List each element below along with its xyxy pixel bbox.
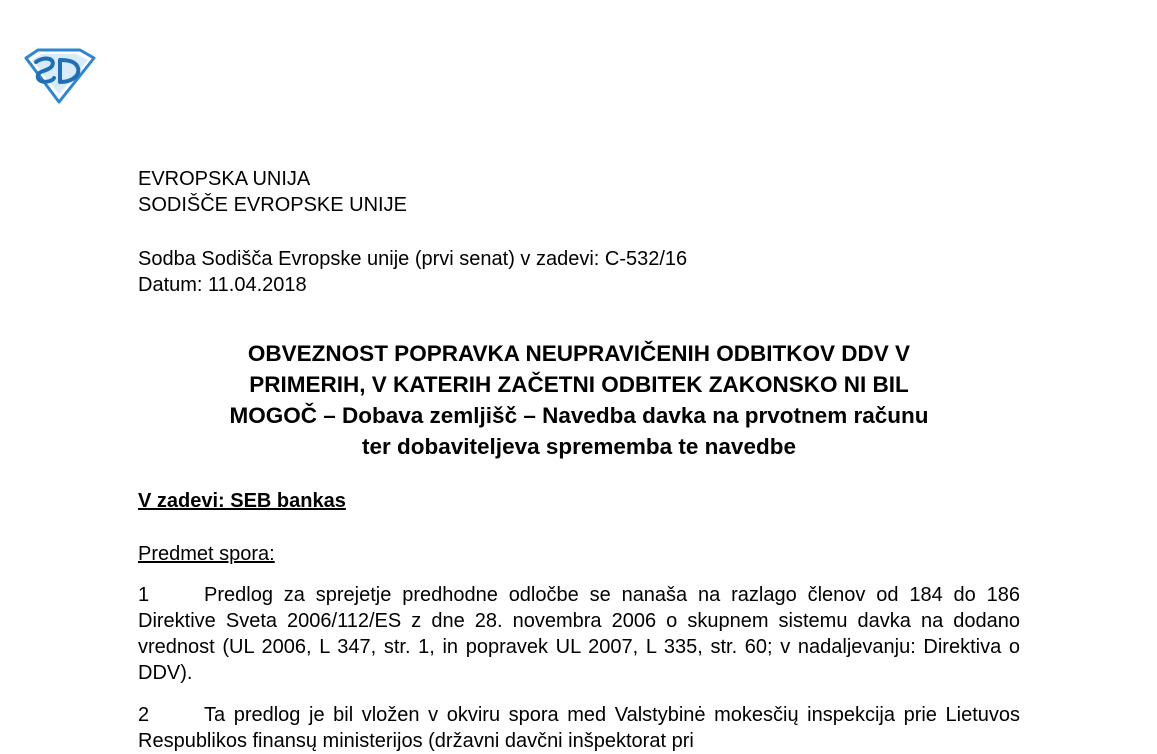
section-heading: Predmet spora: xyxy=(138,543,275,565)
paragraph-text: Predlog za sprejetje predhodne odločbe se nanaša na razlago členov od 184 do 186 Direktive Sveta 2006/112/ES z dne 28. novembra 2006 o skupnem sistemu davka na dodano vrednost (UL 2006, L 347, str. 1, in popravek UL 2007, L 335, str. 60; v nadaljevanju: Direktiva o DDV). xyxy=(138,584,1020,684)
court-line-name: SODIŠČE EVROPSKE UNIJE xyxy=(138,194,407,216)
title-line-2: PRIMERIH, V KATERIH ZAČETNI ODBITEK ZAKONSKO NI BIL xyxy=(249,372,909,397)
case-info xyxy=(138,246,687,298)
title-line-1: OBVEZNOST POPRAVKA NEUPRAVIČENIH ODBITKOV DDV V xyxy=(247,341,911,366)
court-line-eu: EVROPSKA UNIJA xyxy=(138,168,311,190)
paragraph-1 xyxy=(138,582,1020,686)
title-line-4: ter dobaviteljeva sprememba te navedbe xyxy=(362,434,796,459)
case-subject: V zadevi: SEB bankas xyxy=(138,490,346,512)
paragraph-2 xyxy=(138,702,1020,754)
paragraph-text: Ta predlog je bil vložen v okviru spora med Valstybinė mokesčių inspekcija prie Lietuvos Respublikos finansų ministerijos (državni davčni inšpektorat pri xyxy=(138,704,1020,752)
court-shield-logo xyxy=(22,48,96,104)
case-date: Datum: 11.04.2018 xyxy=(138,274,307,296)
court-header xyxy=(138,166,407,218)
document-title xyxy=(138,338,1020,462)
paragraph-number: 2 xyxy=(138,704,150,726)
title-line-3: MOGOČ – Dobava zemljišč – Navedba davka na prvotnem računu xyxy=(229,403,929,428)
paragraph-number: 1 xyxy=(138,584,150,606)
case-reference: Sodba Sodišča Evropske unije (prvi senat) v zadevi: C-532/16 xyxy=(138,248,688,270)
